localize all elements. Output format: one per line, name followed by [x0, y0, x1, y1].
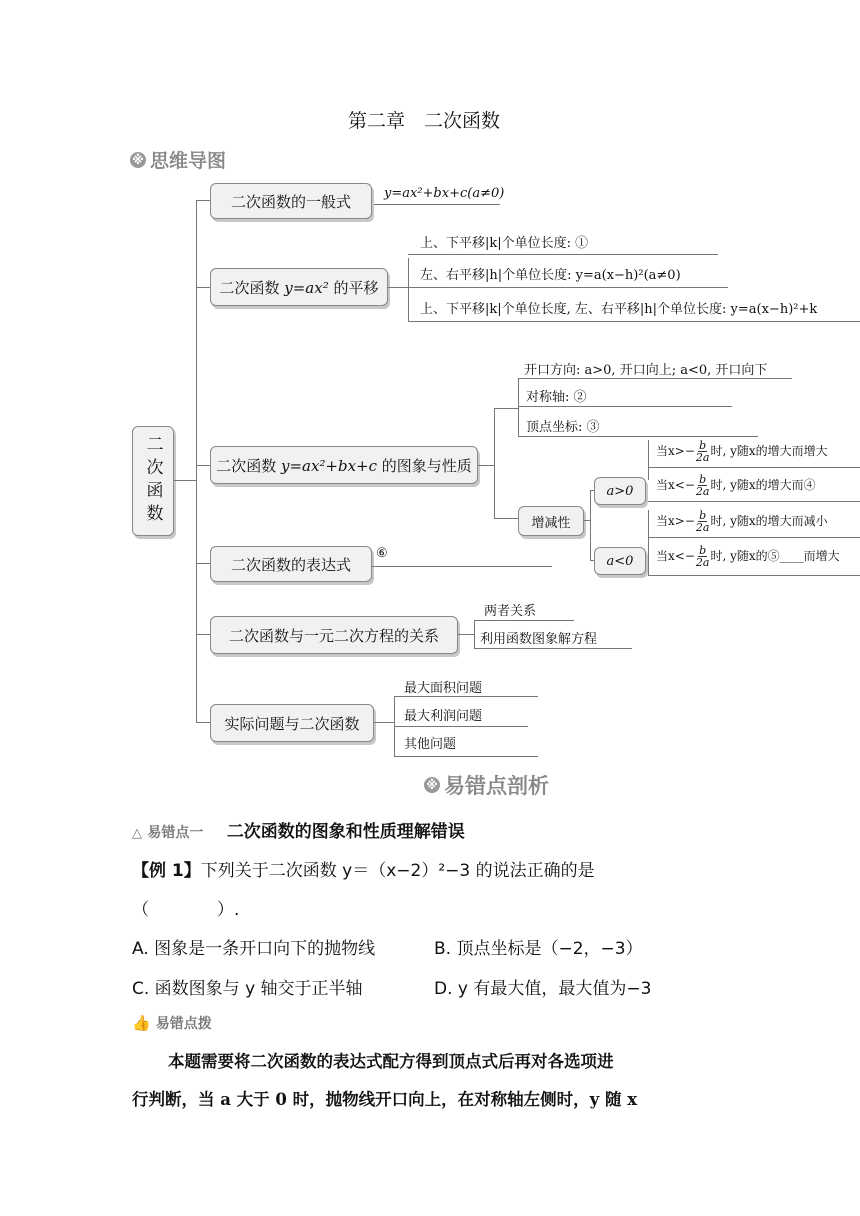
vertex-coordinates: 顶点坐标: ③	[526, 420, 600, 435]
tip-line-2: 行判断，当 a 大于 0 时，抛物线开口向上，在对称轴左侧时，y 随 x	[132, 1090, 638, 1109]
option-d: D. y 有最大值，最大值为−3	[434, 979, 652, 999]
practical-item-3: 其他问题	[404, 737, 457, 752]
branch-general-form-label: 二次函数的一般式	[230, 192, 351, 211]
a-positive-box	[594, 477, 646, 505]
branch-equation-relation-label: 二次函数与一元二次方程的关系	[228, 626, 439, 645]
general-form-formula: y=ax²+bx+c(a≠0)	[384, 186, 505, 201]
branch-translation-label: 二次函数 y=ax² 的平移	[219, 278, 379, 297]
mistake-point-row	[132, 817, 465, 842]
branch-graph-properties-label: 二次函数 y=ax²+bx+c 的图象与性质	[216, 456, 472, 475]
practical-item-1: 最大面积问题	[404, 681, 483, 696]
branch-expression	[210, 546, 372, 582]
tip-line-1: 本题需要将二次函数的表达式配方得到顶点式后再对各选项进	[168, 1052, 614, 1071]
monotonicity-box	[518, 506, 584, 536]
a-negative-box	[594, 547, 646, 575]
practical-item-2: 最大利润问题	[404, 709, 483, 724]
branch-graph-properties	[210, 446, 478, 484]
option-c: C. 函数图象与 y 轴交于正半轴	[132, 979, 363, 999]
example-bracket: （ ）.	[132, 900, 240, 920]
example-question-text: 下列关于二次函数 y＝（x−2）²−3 的说法正确的是	[200, 861, 595, 881]
opening-direction: 开口方向: a>0, 开口向上; a<0, 开口向下	[524, 363, 768, 378]
expression-blank: ⑥	[376, 546, 388, 561]
equation-item-1: 两者关系	[484, 604, 537, 619]
mistake-point-title: 二次函数的图象和性质理解错误	[226, 822, 465, 842]
rule-4: 当x<− $\frac{b}{2a}$ 时, y随x的⑤____而增大	[656, 544, 840, 569]
translation-item-1: 上、下平移|k|个单位长度: ①	[420, 236, 589, 251]
chapter-title: 第二章 二次函数	[348, 110, 501, 132]
warning-triangle-icon: △	[132, 826, 142, 841]
mindmap-header	[130, 146, 226, 173]
mindmap-header-text: 思维导图	[150, 150, 227, 172]
mistake-header	[424, 770, 549, 800]
equation-item-2: 利用函数图象解方程	[480, 632, 598, 647]
rule-1: 当x>− $\frac{b}{2a}$ 时, y随x的增大而增大	[656, 439, 828, 464]
mindmap-root	[132, 426, 174, 536]
branch-practical-label: 实际问题与二次函数	[224, 714, 360, 733]
branch-equation-relation	[210, 616, 458, 654]
tip-header-row	[132, 1013, 212, 1033]
thumbs-up-icon: 👍	[132, 1014, 151, 1032]
branch-translation	[210, 268, 388, 306]
rule-3: 当x>− $\frac{b}{2a}$ 时, y随x的增大而减小	[656, 509, 828, 534]
mistake-header-text: 易错点剖析	[444, 774, 549, 798]
example-tag: 【例 1】	[132, 861, 201, 881]
rule-2: 当x<− $\frac{b}{2a}$ 时, y随x的增大而④	[656, 473, 816, 498]
translation-item-2: 左、右平移|h|个单位长度: y=a(x−h)²(a≠0)	[420, 268, 681, 283]
monotonicity-label: 增减性	[531, 515, 571, 531]
option-b: B. 顶点坐标是（−2，−3）	[434, 939, 643, 959]
branch-general-form	[210, 183, 372, 219]
translation-item-3: 上、下平移|k|个单位长度, 左、右平移|h|个单位长度: y=a(x−h)²+k	[420, 302, 818, 317]
a-positive-label: a>0	[606, 483, 634, 499]
branch-practical	[210, 704, 374, 742]
tip-header: 易错点拨	[155, 1016, 212, 1032]
reference-mark-icon: ※	[130, 152, 146, 168]
a-negative-label: a<0	[606, 553, 634, 569]
symmetry-axis: 对称轴: ②	[526, 390, 587, 405]
root-label: 二次函数	[142, 435, 163, 527]
branch-expression-label: 二次函数的表达式	[230, 555, 351, 574]
example-question	[132, 856, 595, 881]
option-a: A. 图象是一条开口向下的抛物线	[132, 939, 376, 959]
mistake-point-tag: 易错点一	[147, 825, 204, 841]
reference-mark-icon: ※	[424, 777, 440, 793]
